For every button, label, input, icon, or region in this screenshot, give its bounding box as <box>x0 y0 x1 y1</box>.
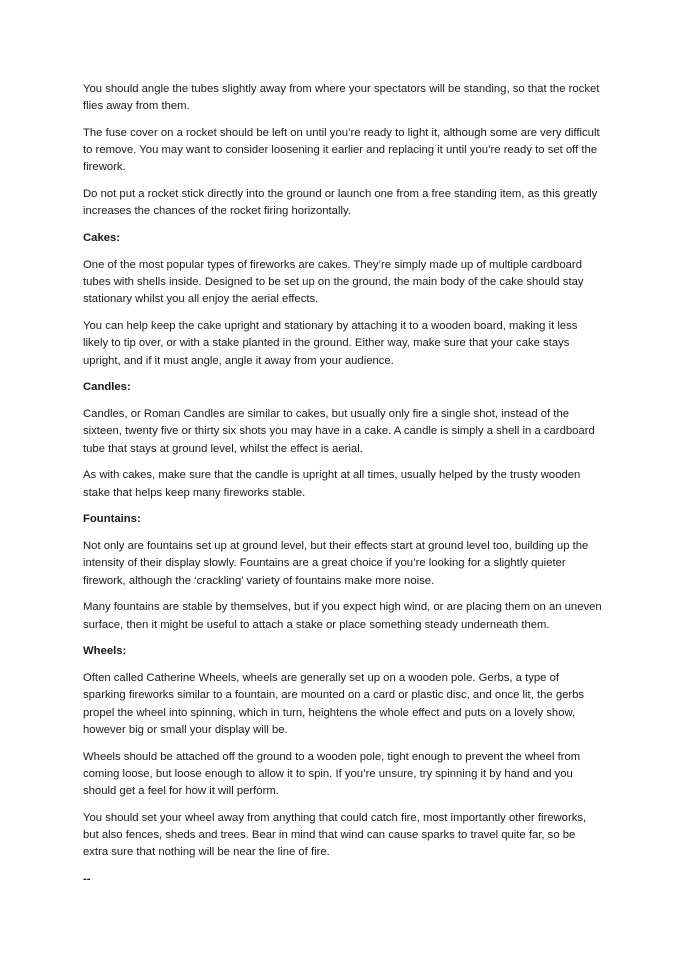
fountains-paragraph-1: Not only are fountains set up at ground level, but their effects start at ground level too, building up the intensity of their display slowly. Fountains are a great choice if you’re looking for a slightly quieter firework, although the ‘crackling’ variety of fountains make more noise. <box>83 540 589 587</box>
wheels-paragraph-1: Often called Catherine Wheels, wheels are generally set up on a wooden pole. Gerbs, a type of sparking fireworks similar to a fountain, are mounted on a card or plastic disc, and once lit, the gerbs propel the wheel into spinning, which in turn, heightens the whole effect and puts on a lovely show, however big or small your display will be. <box>83 672 585 736</box>
fountains-section <box>83 511 603 633</box>
intro-paragraph-3: Do not put a rocket stick directly into the ground or launch one from a free standing item, as this greatly increases the chances of the rocket firing horizontally. <box>83 188 598 218</box>
intro-paragraph-2: The fuse cover on a rocket should be left on until you’re ready to light it, although some are very difficult to remove. You may want to consider loosening it earlier and replacing it until you’re ready to set off the firework. <box>83 127 600 174</box>
cakes-section <box>83 230 603 370</box>
fountains-heading: Fountains: <box>83 513 141 526</box>
cakes-paragraph-2: You can help keep the cake upright and stationary by attaching it to a wooden board, making it less likely to tip over, or with a stake planted in the ground. Either way, make sure that your cake stays upright, and if it must angle, angle it away from your audience. <box>83 320 578 367</box>
candles-paragraph-1: Candles, or Roman Candles are similar to cakes, but usually only fire a single shot, instead of the sixteen, twenty five or thirty six shots you may have in a cake. A candle is simply a shell in a cardboard tube that stays at ground level, whilst the effect is aerial. <box>83 408 595 455</box>
candles-paragraph-2: As with cakes, make sure that the candle is upright at all times, usually helped by the trusty wooden stake that helps keep many fireworks stable. <box>83 469 581 499</box>
fountains-paragraph-2: Many fountains are stable by themselves, but if you expect high wind, or are placing them on an uneven surface, then it might be useful to attach a stake or place something steady underneath them. <box>83 601 602 631</box>
wheels-section <box>83 643 603 861</box>
candles-heading: Candles: <box>83 381 131 394</box>
candles-section <box>83 379 603 501</box>
document-page <box>83 81 603 898</box>
wheels-heading: Wheels: <box>83 645 127 658</box>
wheels-paragraph-3: You should set your wheel away from anything that could catch fire, most importantly other fireworks, but also fences, sheds and trees. Bear in mind that wind can cause sparks to travel quite far, so be extra sure that nothing will be near the line of fire. <box>83 811 587 859</box>
cakes-heading: Cakes: <box>83 232 121 245</box>
end-mark: -- <box>83 873 91 886</box>
intro-paragraph-1: You should angle the tubes slightly away from where your spectators will be standing, so that the rocket flies away from them. <box>83 83 600 113</box>
cakes-paragraph-1: One of the most popular types of fireworks are cakes. They’re simply made up of multiple cardboard tubes with shells inside. Designed to be set up on the ground, the main body of the cake should stay stationary whilst you all enjoy the aerial effects. <box>83 259 584 306</box>
wheels-paragraph-2: Wheels should be attached off the ground to a wooden pole, tight enough to prevent the wheel from coming loose, but loose enough to allow it to spin. If you’re unsure, try spinning it by hand and you should get a feel for how it will perform. <box>83 750 581 798</box>
